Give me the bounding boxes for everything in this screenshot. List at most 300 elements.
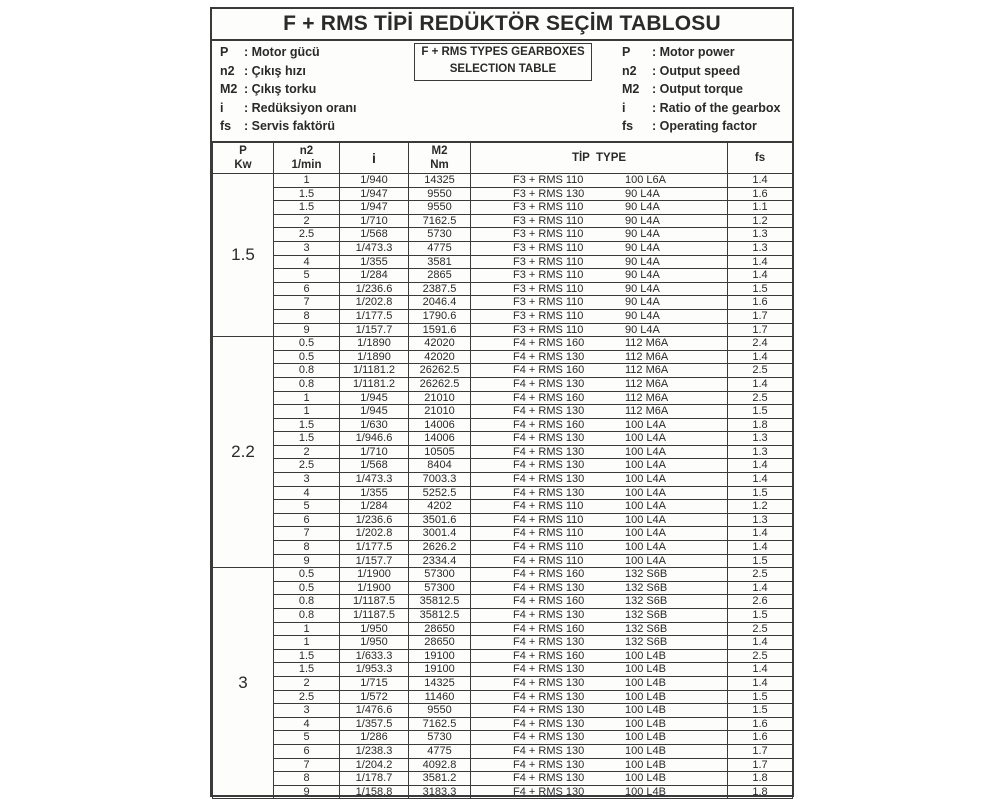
cell-service-factor: 1.4: [728, 663, 793, 677]
motor-model: 100 L4B: [625, 785, 666, 798]
motor-model: 100 L4A: [625, 500, 666, 513]
cell-service-factor: 1.6: [728, 717, 793, 731]
cell-service-factor: 2.5: [728, 391, 793, 405]
cell-output-speed: 0.5: [274, 568, 340, 582]
table-row: [213, 717, 793, 731]
gearbox-model: F3 + RMS 130: [513, 187, 585, 200]
gearbox-model: F4 + RMS 130: [513, 772, 585, 785]
table-row: [213, 405, 793, 419]
table-row: [213, 758, 793, 772]
gearbox-model: F4 + RMS 130: [513, 486, 585, 499]
legend-right-text: : Output torque: [652, 82, 743, 96]
cell-output-speed: 1.5: [274, 663, 340, 677]
cell-ratio: 1/568: [340, 228, 409, 242]
cell-service-factor: 1.5: [728, 690, 793, 704]
cell-output-torque: 1790.6: [409, 309, 471, 323]
cell-output-torque: 2626.2: [409, 541, 471, 555]
cell-output-torque: 42020: [409, 337, 471, 351]
cell-service-factor: 1.8: [728, 785, 793, 799]
cell-output-speed: 4: [274, 255, 340, 269]
legend-right-item: [622, 62, 780, 81]
motor-model: 100 L4A: [625, 418, 666, 431]
cell-output-torque: 1591.6: [409, 323, 471, 337]
cell-output-speed: 1.5: [274, 432, 340, 446]
gearbox-model: F3 + RMS 110: [513, 214, 584, 227]
motor-model: 100 L4A: [625, 513, 666, 526]
power-group-cell: 1.5: [213, 174, 274, 337]
cell-ratio: 1/568: [340, 459, 409, 473]
table-row: [213, 214, 793, 228]
motor-model: 112 M6A: [625, 405, 669, 418]
legend-left-item: [220, 80, 357, 99]
motor-model: 112 M6A: [625, 337, 669, 350]
cell-output-torque: 57300: [409, 568, 471, 582]
cell-output-speed: 5: [274, 500, 340, 514]
cell-output-speed: 6: [274, 282, 340, 296]
cell-type: [471, 622, 728, 636]
cell-ratio: 1/286: [340, 731, 409, 745]
table-row: [213, 744, 793, 758]
cell-type: [471, 541, 728, 555]
legend-left-text: : Çıkış hızı: [244, 63, 306, 78]
selection-table-sheet: [210, 7, 794, 797]
cell-service-factor: 1.4: [728, 581, 793, 595]
cell-type: [471, 513, 728, 527]
motor-model: 100 L4B: [625, 758, 666, 771]
cell-ratio: 1/236.6: [340, 513, 409, 527]
cell-output-speed: 3: [274, 704, 340, 718]
cell-output-speed: 0.5: [274, 350, 340, 364]
motor-model: 100 L4A: [625, 527, 666, 540]
cell-output-speed: 4: [274, 717, 340, 731]
legend-left-symbol: n2: [220, 63, 235, 78]
gearbox-model: F4 + RMS 130: [513, 636, 585, 649]
cell-output-torque: 9550: [409, 187, 471, 201]
legend-english-title-line1: F + RMS TYPES GEARBOXES: [421, 46, 585, 58]
power-group-cell: 3: [213, 568, 274, 799]
gearbox-model: F3 + RMS 110: [513, 255, 584, 268]
cell-type: [471, 323, 728, 337]
cell-output-speed: 5: [274, 269, 340, 283]
cell-type: [471, 255, 728, 269]
cell-output-torque: 5730: [409, 228, 471, 242]
cell-service-factor: 1.8: [728, 418, 793, 432]
cell-ratio: 1/202.8: [340, 296, 409, 310]
table-row: [213, 541, 793, 555]
cell-output-speed: 2.5: [274, 228, 340, 242]
cell-service-factor: 1.5: [728, 282, 793, 296]
motor-model: 90 L4A: [625, 323, 660, 336]
gearbox-model: F3 + RMS 110: [513, 309, 584, 322]
cell-service-factor: 1.4: [728, 527, 793, 541]
cell-output-speed: 1.5: [274, 187, 340, 201]
cell-output-speed: 2.5: [274, 690, 340, 704]
cell-type: [471, 554, 728, 568]
cell-service-factor: 2.4: [728, 337, 793, 351]
cell-output-torque: 19100: [409, 663, 471, 677]
legend-left-item: [220, 117, 357, 136]
cell-type: [471, 500, 728, 514]
legend-left-symbol: i: [220, 100, 224, 115]
cell-type: [471, 649, 728, 663]
legend-left-item: [220, 43, 357, 62]
cell-output-torque: 14006: [409, 432, 471, 446]
motor-model: 132 S6B: [625, 568, 668, 581]
table-row: [213, 296, 793, 310]
motor-model: 112 M6A: [625, 391, 669, 404]
cell-service-factor: 1.4: [728, 636, 793, 650]
cell-ratio: 1/284: [340, 269, 409, 283]
cell-output-torque: 8404: [409, 459, 471, 473]
cell-type: [471, 704, 728, 718]
gearbox-model: F3 + RMS 110: [513, 241, 584, 254]
gearbox-model: F4 + RMS 130: [513, 785, 585, 798]
cell-type: [471, 432, 728, 446]
cell-service-factor: 1.3: [728, 432, 793, 446]
cell-output-speed: 3: [274, 473, 340, 487]
cell-ratio: 1/1181.2: [340, 364, 409, 378]
cell-output-torque: 35812.5: [409, 595, 471, 609]
cell-type: [471, 309, 728, 323]
header-ratio: i: [340, 142, 409, 174]
cell-output-torque: 9550: [409, 704, 471, 718]
header-speed-unit: 1/min: [291, 158, 322, 171]
legend-left-symbol: fs: [220, 119, 232, 133]
cell-output-speed: 7: [274, 527, 340, 541]
cell-ratio: 1/284: [340, 500, 409, 514]
cell-service-factor: 1.5: [728, 704, 793, 718]
motor-model: 100 L4B: [625, 649, 666, 662]
cell-output-speed: 2: [274, 676, 340, 690]
cell-ratio: 1/945: [340, 391, 409, 405]
motor-model: 100 L4A: [625, 459, 666, 472]
gearbox-model: F4 + RMS 130: [513, 377, 585, 390]
motor-model: 90 L4A: [625, 214, 660, 227]
table-row: [213, 269, 793, 283]
cell-type: [471, 296, 728, 310]
cell-output-speed: 1: [274, 391, 340, 405]
motor-model: 112 M6A: [625, 350, 669, 363]
cell-ratio: 1/710: [340, 214, 409, 228]
legend-left-symbol: M2: [220, 82, 238, 96]
cell-type: [471, 744, 728, 758]
cell-service-factor: 2.5: [728, 568, 793, 582]
motor-model: 100 L4B: [625, 717, 666, 730]
gearbox-model: F4 + RMS 130: [513, 405, 585, 418]
table-row: [213, 473, 793, 487]
cell-service-factor: 1.5: [728, 405, 793, 419]
cell-output-speed: 9: [274, 554, 340, 568]
motor-model: 100 L4B: [625, 772, 666, 785]
cell-output-torque: 9550: [409, 201, 471, 215]
cell-output-speed: 1: [274, 405, 340, 419]
cell-ratio: 1/236.6: [340, 282, 409, 296]
cell-service-factor: 1.7: [728, 758, 793, 772]
cell-output-speed: 2: [274, 214, 340, 228]
cell-service-factor: 1.1: [728, 201, 793, 215]
cell-service-factor: 1.4: [728, 676, 793, 690]
cell-service-factor: 1.4: [728, 377, 793, 391]
cell-output-torque: 7162.5: [409, 717, 471, 731]
cell-ratio: 1/473.3: [340, 241, 409, 255]
cell-ratio: 1/238.3: [340, 744, 409, 758]
gearbox-model: F4 + RMS 130: [513, 717, 585, 730]
cell-output-torque: 2387.5: [409, 282, 471, 296]
cell-type: [471, 473, 728, 487]
gearbox-model: F4 + RMS 110: [513, 527, 584, 540]
legend-english-title-line2: SELECTION TABLE: [449, 63, 557, 75]
header-torque-unit: Nm: [430, 158, 449, 171]
legend-left-text: : Çıkış torku: [244, 82, 317, 96]
cell-ratio: 1/158.8: [340, 785, 409, 799]
gearbox-model: F3 + RMS 110: [513, 174, 584, 186]
header-power-symbol: P: [239, 144, 247, 157]
cell-output-torque: 42020: [409, 350, 471, 364]
gearbox-model: F4 + RMS 160: [513, 337, 585, 350]
cell-type: [471, 174, 728, 188]
cell-output-torque: 2334.4: [409, 554, 471, 568]
cell-output-torque: 3581: [409, 255, 471, 269]
cell-ratio: 1/355: [340, 486, 409, 500]
cell-type: [471, 581, 728, 595]
legend-right-item: [622, 43, 780, 62]
cell-output-speed: 5: [274, 731, 340, 745]
cell-ratio: 1/1181.2: [340, 377, 409, 391]
legend-right-text: : Output speed: [652, 63, 741, 78]
legend-right-text: : Operating factor: [652, 119, 757, 133]
cell-type: [471, 772, 728, 786]
cell-type: [471, 636, 728, 650]
motor-model: 90 L4A: [625, 296, 660, 309]
table-row: [213, 201, 793, 215]
cell-output-speed: 8: [274, 772, 340, 786]
cell-type: [471, 269, 728, 283]
cell-output-torque: 4775: [409, 241, 471, 255]
gearbox-model: F4 + RMS 160: [513, 418, 585, 431]
cell-ratio: 1/357.5: [340, 717, 409, 731]
cell-service-factor: 1.7: [728, 744, 793, 758]
cell-service-factor: 1.4: [728, 255, 793, 269]
cell-output-torque: 28650: [409, 636, 471, 650]
cell-output-torque: 28650: [409, 622, 471, 636]
header-power-unit: Kw: [234, 158, 252, 171]
cell-ratio: 1/633.3: [340, 649, 409, 663]
cell-type: [471, 785, 728, 799]
cell-output-speed: 6: [274, 744, 340, 758]
cell-type: [471, 201, 728, 215]
table-row: [213, 772, 793, 786]
cell-ratio: 1/202.8: [340, 527, 409, 541]
cell-output-torque: 14006: [409, 418, 471, 432]
legend-block: [212, 39, 792, 143]
cell-output-speed: 0.8: [274, 364, 340, 378]
cell-output-speed: 0.8: [274, 595, 340, 609]
cell-output-torque: 7003.3: [409, 473, 471, 487]
cell-ratio: 1/157.7: [340, 323, 409, 337]
cell-service-factor: 1.5: [728, 609, 793, 623]
cell-type: [471, 731, 728, 745]
cell-output-speed: 1.5: [274, 418, 340, 432]
cell-output-speed: 7: [274, 296, 340, 310]
table-row: [213, 459, 793, 473]
cell-service-factor: 1.4: [728, 269, 793, 283]
gearbox-model: F4 + RMS 130: [513, 744, 585, 757]
header-speed-symbol: n2: [299, 144, 314, 157]
table-row: [213, 527, 793, 541]
gearbox-model: F4 + RMS 130: [513, 704, 585, 717]
cell-output-speed: 9: [274, 323, 340, 337]
cell-service-factor: 1.6: [728, 187, 793, 201]
motor-model: 90 L4A: [625, 309, 660, 322]
cell-output-torque: 14325: [409, 174, 471, 188]
cell-ratio: 1/1900: [340, 568, 409, 582]
cell-ratio: 1/1890: [340, 350, 409, 364]
legend-right-text: : Ratio of the gearbox: [652, 100, 781, 115]
cell-output-speed: 1.5: [274, 201, 340, 215]
cell-output-torque: 26262.5: [409, 377, 471, 391]
table-row: [213, 568, 793, 582]
table-row: [213, 649, 793, 663]
cell-output-torque: 4202: [409, 500, 471, 514]
gearbox-model: F4 + RMS 160: [513, 649, 585, 662]
legend-right-symbol: P: [622, 45, 631, 59]
cell-type: [471, 364, 728, 378]
cell-output-speed: 9: [274, 785, 340, 799]
table-row: [213, 228, 793, 242]
legend-left-item: [220, 62, 357, 81]
cell-ratio: 1/204.2: [340, 758, 409, 772]
cell-output-torque: 4092.8: [409, 758, 471, 772]
legend-turkish: [220, 43, 357, 136]
motor-model: 100 L4B: [625, 744, 666, 757]
header-type: TİP TYPE: [471, 142, 728, 174]
cell-type: [471, 377, 728, 391]
gearbox-model: F4 + RMS 130: [513, 758, 585, 771]
gearbox-model: F4 + RMS 110: [513, 500, 584, 513]
table-row: [213, 174, 793, 188]
table-row: [213, 676, 793, 690]
legend-right-text: : Motor power: [652, 45, 735, 59]
cell-output-torque: 2046.4: [409, 296, 471, 310]
cell-service-factor: 2.5: [728, 364, 793, 378]
cell-type: [471, 350, 728, 364]
cell-service-factor: 1.6: [728, 296, 793, 310]
cell-type: [471, 418, 728, 432]
gearbox-model: F4 + RMS 130: [513, 445, 585, 458]
motor-model: 90 L4A: [625, 187, 660, 200]
cell-ratio: 1/178.7: [340, 772, 409, 786]
table-row: [213, 595, 793, 609]
cell-output-torque: 3001.4: [409, 527, 471, 541]
cell-service-factor: 1.4: [728, 174, 793, 188]
cell-type: [471, 405, 728, 419]
cell-ratio: 1/953.3: [340, 663, 409, 677]
cell-ratio: 1/950: [340, 636, 409, 650]
gearbox-model: F4 + RMS 160: [513, 595, 585, 608]
gearbox-model: F4 + RMS 110: [513, 513, 584, 526]
cell-type: [471, 758, 728, 772]
table-row: [213, 255, 793, 269]
cell-output-speed: 3: [274, 241, 340, 255]
cell-service-factor: 1.5: [728, 554, 793, 568]
legend-left-text: : Motor gücü: [244, 45, 320, 59]
legend-right-item: [622, 117, 780, 136]
table-row: [213, 622, 793, 636]
table-row: [213, 581, 793, 595]
cell-type: [471, 595, 728, 609]
motor-model: 90 L4A: [625, 201, 660, 214]
motor-model: 112 M6A: [625, 364, 669, 377]
table-row: [213, 323, 793, 337]
cell-type: [471, 690, 728, 704]
cell-output-torque: 57300: [409, 581, 471, 595]
legend-left-text: : Servis faktörü: [244, 119, 336, 133]
table-row: [213, 391, 793, 405]
cell-output-speed: 0.8: [274, 377, 340, 391]
cell-output-speed: 1: [274, 174, 340, 188]
legend-right-item: [622, 99, 780, 118]
cell-type: [471, 486, 728, 500]
cell-service-factor: 2.5: [728, 622, 793, 636]
gearbox-model: F3 + RMS 110: [513, 201, 584, 214]
cell-service-factor: 1.7: [728, 323, 793, 337]
legend-left-text: : Redüksiyon oranı: [244, 100, 357, 115]
motor-model: 132 S6B: [625, 636, 668, 649]
gearbox-model: F4 + RMS 130: [513, 609, 585, 621]
gearbox-model: F4 + RMS 160: [513, 364, 585, 377]
table-row: [213, 500, 793, 514]
table-row: [213, 663, 793, 677]
cell-service-factor: 1.5: [728, 486, 793, 500]
cell-output-torque: 26262.5: [409, 364, 471, 378]
legend-right-symbol: n2: [622, 63, 637, 78]
motor-model: 90 L4A: [625, 241, 660, 254]
page-title: F + RMS TİPİ REDÜKTÖR SEÇİM TABLOSU: [212, 9, 792, 41]
cell-output-speed: 4: [274, 486, 340, 500]
motor-model: 100 L4B: [625, 690, 666, 703]
gearbox-model: F4 + RMS 160: [513, 391, 585, 404]
cell-type: [471, 214, 728, 228]
cell-ratio: 1/157.7: [340, 554, 409, 568]
cell-ratio: 1/715: [340, 676, 409, 690]
cell-ratio: 1/946.6: [340, 432, 409, 446]
table-row: [213, 690, 793, 704]
cell-service-factor: 1.7: [728, 309, 793, 323]
cell-ratio: 1/947: [340, 187, 409, 201]
cell-type: [471, 568, 728, 582]
header-power: [213, 142, 274, 174]
cell-output-torque: 21010: [409, 391, 471, 405]
legend-right-symbol: i: [622, 100, 626, 115]
table-row: [213, 486, 793, 500]
cell-output-speed: 7: [274, 758, 340, 772]
motor-model: 100 L4B: [625, 663, 666, 676]
power-group-cell: 2.2: [213, 337, 274, 568]
cell-service-factor: 2.6: [728, 595, 793, 609]
cell-service-factor: 1.3: [728, 228, 793, 242]
table-row: [213, 282, 793, 296]
cell-service-factor: 1.4: [728, 459, 793, 473]
cell-output-torque: 21010: [409, 405, 471, 419]
cell-type: [471, 391, 728, 405]
cell-type: [471, 337, 728, 351]
cell-output-speed: 6: [274, 513, 340, 527]
motor-model: 90 L4A: [625, 228, 660, 241]
gearbox-model: F4 + RMS 160: [513, 568, 585, 581]
legend-right-symbol: fs: [622, 119, 634, 133]
cell-output-torque: 5252.5: [409, 486, 471, 500]
motor-model: 100 L4A: [625, 554, 666, 567]
